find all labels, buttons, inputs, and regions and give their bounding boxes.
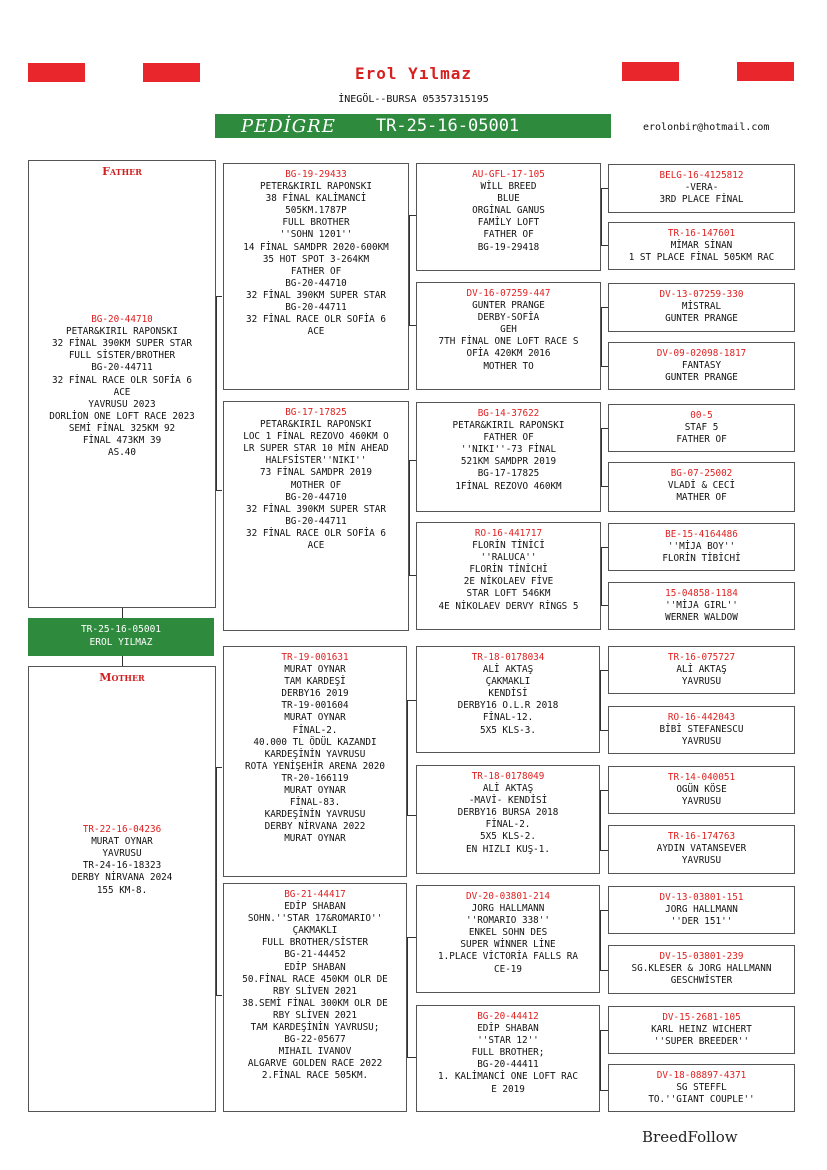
detail-line: MIHAIL IVANOV (278, 1046, 352, 1058)
detail-line: TR-24-16-18323 (82, 860, 162, 872)
grandparent-card (223, 401, 409, 631)
detail-line: 1 ST PLACE FİNAL 505KM RAC (628, 252, 775, 264)
detail-line: DORLİON ONE LOFT RACE 2023 (49, 410, 195, 422)
ancestor-card (608, 462, 795, 512)
great-grandparent-card (416, 765, 600, 874)
ancestor-card (608, 582, 795, 630)
detail-line: JORG HALLMANN (471, 903, 545, 915)
mother-ring: TR-22-16-04236 (82, 824, 162, 836)
detail-line: BG-19-29418 (477, 241, 540, 253)
breeder-name: Erol Yılmaz (355, 64, 472, 83)
great-grandparent-ring: DV-20-03801-214 (466, 891, 550, 902)
grandparent-card (223, 163, 409, 390)
detail-line: TR-19-001604 (281, 700, 349, 712)
detail-line: EDİP SHABAN (284, 901, 346, 913)
father-details (29, 326, 215, 459)
detail-line: JORG HALLMANN (665, 904, 738, 916)
great-grandparent-card (416, 646, 600, 753)
detail-line: TAM KARDEŞİ (284, 676, 346, 688)
detail-line: 73 FİNAL SAMDPR 2019 (260, 467, 372, 479)
detail-line: PETAR&KIRIL RAPONSKI (452, 420, 565, 432)
detail-line: SUPER WİNNER LİNE (460, 939, 556, 951)
connector (600, 670, 601, 730)
detail-line: AYDIN VATANSEVER (656, 843, 747, 855)
connector (601, 547, 602, 605)
connector (407, 700, 416, 701)
self-ring: TR-25-16-05001 (80, 624, 162, 635)
detail-line: PETAR&KIRIL RAPONSKI (66, 326, 178, 338)
ancestor-ring: DV-13-03801-151 (659, 892, 744, 903)
connector (600, 670, 608, 671)
detail-line: FULL BROTHER (282, 217, 350, 229)
detail-line: FATHER OF (483, 432, 534, 444)
great-grandparent-details (417, 300, 600, 373)
detail-line: 5X5 KLS-3. (480, 724, 536, 736)
detail-line: FİNAL 473KM 39 (82, 435, 162, 447)
connector (600, 970, 608, 971)
connector (601, 188, 602, 245)
grandparent-details (224, 664, 406, 845)
detail-line: VLADİ & CECİ (667, 480, 736, 492)
detail-line: AS.40 (108, 447, 136, 459)
detail-line: MURAT OYNAR (91, 836, 153, 848)
ancestor-details (609, 963, 794, 987)
ancestor-ring: TR-14-040051 (667, 772, 736, 783)
mother-details (29, 836, 215, 896)
self-card (28, 618, 214, 656)
detail-line: FANTASY (681, 360, 722, 372)
detail-line: OFİA 420KM 2016 (466, 348, 551, 360)
ancestor-card (608, 523, 795, 571)
connector (601, 428, 602, 486)
detail-line: 1FİNAL REZOVO 460KM (455, 480, 562, 492)
ancestor-ring: BG-07-25002 (670, 468, 733, 479)
ancestor-details (609, 843, 794, 867)
connector (600, 790, 608, 791)
detail-line: DERBY16 BURSA 2018 (457, 807, 559, 819)
detail-line: YAVRUSU (681, 736, 722, 748)
grandparent-ring: TR-19-001631 (281, 652, 349, 663)
connector (601, 307, 602, 366)
ancestor-ring: TR-16-174763 (667, 831, 736, 842)
detail-line: FATHER OF (483, 229, 534, 241)
detail-line: 38 FİNAL KALİMANCİ (265, 193, 367, 205)
grandparent-ring: BG-21-44417 (284, 889, 346, 900)
great-grandparent-details (417, 1023, 599, 1096)
detail-line: BG-17-17825 (477, 468, 540, 480)
detail-line: OGÜN KÖSE (676, 784, 727, 796)
ancestor-ring: 00-5 (690, 410, 713, 421)
ancestor-ring: RO-16-442043 (667, 712, 736, 723)
detail-line: SG STEFFL (676, 1082, 727, 1094)
connector (216, 490, 222, 491)
connector (409, 575, 416, 576)
detail-line: 2.FİNAL RACE 505KM. (261, 1070, 369, 1082)
detail-line: 50.FİNAL RACE 450KM OLR DE (242, 973, 388, 985)
connector (600, 1090, 608, 1091)
ancestor-details (609, 422, 794, 446)
detail-line: RBY SLİVEN 2021 (273, 985, 357, 997)
detail-line: FULL BROTHER/SİSTER (261, 937, 369, 949)
detail-line: 2E NİKOLAEV FİVE (463, 576, 554, 588)
ancestor-details (609, 600, 794, 624)
connector (600, 910, 601, 970)
father-ring: BG-20-44710 (91, 314, 153, 326)
detail-line: YAVRUSU (102, 848, 142, 860)
connector (601, 245, 608, 246)
connector (600, 790, 601, 850)
great-grandparent-ring: BG-20-44412 (477, 1011, 539, 1022)
connector (601, 605, 608, 606)
detail-line: KARDEŞİNİN YAVRUSU (264, 809, 366, 821)
detail-line: ACE (307, 326, 325, 338)
great-grandparent-card (416, 1005, 600, 1112)
connector (601, 366, 608, 367)
pedigree-label: PEDİGRE (241, 115, 336, 137)
detail-line: EDİP SHABAN (284, 961, 346, 973)
detail-line: BG-20-44710 (285, 277, 347, 289)
detail-line: ALİ AKTAŞ (482, 783, 534, 795)
detail-line: 1.PLACE VİCTORİA FALLS RA (438, 951, 578, 963)
ancestor-details (609, 480, 794, 504)
detail-line: MURAT OYNAR (284, 833, 346, 845)
detail-line: DERBY16 2019 (281, 688, 349, 700)
detail-line: FAMİLY LOFT (477, 217, 540, 229)
detail-line: KARL HEINZ WICHERT (651, 1024, 752, 1036)
footer-brand: BreedFollow (642, 1128, 738, 1146)
great-grandparent-details (417, 540, 600, 613)
detail-line: GEH (500, 324, 517, 336)
detail-line: ENKEL SOHN DES (468, 927, 548, 939)
detail-line: DERBY-SOFİA (477, 312, 540, 324)
ancestor-card (608, 886, 795, 934)
ancestor-card (608, 766, 795, 814)
great-grandparent-details (417, 783, 599, 856)
detail-line: DERBY NİRVANA 2024 (71, 872, 173, 884)
connector (216, 296, 217, 490)
ancestor-ring: TR-16-147601 (667, 228, 736, 239)
grandparent-card (223, 883, 407, 1112)
detail-line: FLORİN TİBİCHİ (662, 553, 741, 565)
ancestor-card (608, 646, 795, 694)
great-grandparent-details (417, 903, 599, 976)
detail-line: BİBİ STEFANESCU (659, 724, 744, 736)
connector (600, 910, 608, 911)
ancestor-card (608, 945, 795, 994)
grandparent-details (224, 181, 408, 338)
ancestor-card (608, 404, 795, 452)
great-grandparent-details (417, 420, 600, 493)
connector (601, 486, 608, 487)
connector (407, 937, 416, 938)
connector (122, 656, 123, 666)
connector (216, 995, 222, 996)
detail-line: GUNTER PRANGE (472, 300, 545, 312)
detail-line: ALİ AKTAŞ (482, 664, 534, 676)
ancestor-details (609, 904, 794, 928)
detail-line: GESCHWİSTER (670, 975, 733, 987)
great-grandparent-ring: RO-16-441717 (474, 528, 543, 539)
detail-line: BG-20-44711 (285, 515, 347, 527)
mother-heading: Mother (99, 671, 145, 684)
ancestor-ring: 15-04858-1184 (665, 588, 738, 599)
detail-line: TAM KARDEŞİNİN YAVRUSU; (250, 1022, 380, 1034)
detail-line: FLORİN TİNİCİ (472, 540, 545, 552)
detail-line: MURAT OYNAR (284, 712, 346, 724)
detail-line: ''RALUCA'' (480, 552, 537, 564)
detail-line: ''MİJA GIRL'' (665, 600, 738, 612)
detail-line: 155 KM-8. (96, 884, 148, 896)
detail-line: MİMAR SİNAN (670, 240, 733, 252)
detail-line: STAR LOFT 546KM (466, 588, 551, 600)
ancestor-details (609, 724, 794, 748)
detail-line: BLUE (497, 193, 520, 205)
detail-line: YAVRUSU (681, 855, 722, 867)
detail-line: STAF 5 (684, 422, 719, 434)
detail-line: -MAVİ- KENDİSİ (468, 795, 548, 807)
ancestor-card (608, 164, 795, 213)
great-grandparent-card (416, 163, 601, 271)
connector (409, 460, 410, 575)
detail-line: BG-20-44711 (91, 362, 153, 374)
detail-line: 32 FİNAL RACE OLR SOFİA 6 (52, 374, 192, 386)
detail-line: ALGARVE GOLDEN RACE 2022 (247, 1058, 383, 1070)
breeder-email: erolonbir@hotmail.com (643, 122, 770, 133)
detail-line: ''SOHN 1201'' (279, 229, 353, 241)
detail-line: SEMİ FİNAL 325KM 92 (68, 422, 176, 434)
connector (407, 937, 408, 1057)
detail-line: EDİP SHABAN (477, 1023, 539, 1035)
grandparent-ring: BG-19-29433 (285, 169, 347, 180)
ancestor-ring: DV-18-08897-4371 (656, 1070, 747, 1081)
ancestor-details (609, 301, 794, 325)
detail-line: MOTHER TO (483, 360, 534, 372)
father-heading: Father (102, 165, 142, 178)
detail-line: PETAR&KIRIL RAPONSKI (260, 419, 372, 431)
ancestor-card (608, 825, 795, 874)
detail-line: DERBY NİRVANA 2022 (264, 821, 366, 833)
detail-line: 3RD PLACE FİNAL (659, 194, 744, 206)
grandparent-details (224, 419, 408, 552)
detail-line: LR SUPER STAR 10 MİN AHEAD (243, 443, 389, 455)
detail-line: 32 FİNAL 390KM SUPER STAR (246, 289, 386, 301)
connector (409, 460, 416, 461)
detail-line: 40.000 TL ÖDÜL KAZANDI (253, 736, 377, 748)
great-grandparent-ring: DV-16-07259-447 (466, 288, 551, 299)
detail-line: YAVRUSU (681, 676, 722, 688)
detail-line: FİNAL-2. (485, 819, 531, 831)
ancestor-details (609, 541, 794, 565)
detail-line: ALİ AKTAŞ (676, 664, 727, 676)
great-grandparent-card (416, 522, 601, 630)
grandparent-card (223, 646, 407, 877)
detail-line: BG-21-44452 (284, 949, 346, 961)
detail-line: TR-20-166119 (281, 772, 349, 784)
detail-line: LOC 1 FİNAL REZOVO 460KM O (243, 431, 389, 443)
ancestor-details (609, 664, 794, 688)
detail-line: ORGİNAL GANUS (472, 205, 545, 217)
ancestor-ring: DV-13-07259-330 (659, 289, 744, 300)
detail-line: ÇAKMAKLI (292, 925, 338, 937)
connector (407, 700, 408, 815)
detail-line: KENDİSİ (488, 688, 528, 700)
detail-line: MURAT OYNAR (284, 785, 346, 797)
ancestor-details (609, 240, 794, 264)
detail-line: ''ROMARIO 338'' (466, 915, 550, 927)
great-grandparent-ring: TR-18-0178049 (471, 771, 545, 782)
detail-line: SOHN.''STAR 17&ROMARIO'' (247, 913, 383, 925)
ancestor-ring: TR-16-075727 (667, 652, 736, 663)
connector (600, 1030, 608, 1031)
ancestor-ring: BELG-16-4125812 (659, 170, 744, 181)
connector (409, 325, 416, 326)
connector (122, 608, 123, 618)
detail-line: 32 FİNAL RACE OLR SOFİA 6 (246, 314, 386, 326)
connector (601, 188, 608, 189)
detail-line: WİLL BREED (480, 181, 537, 193)
detail-line: FLORİN TİNİCHİ (469, 564, 548, 576)
great-grandparent-ring: BG-14-37622 (477, 408, 540, 419)
connector (601, 428, 608, 429)
connector (600, 730, 608, 731)
detail-line: ''NIKI''-73 FİNAL (460, 444, 557, 456)
detail-line: 32 FİNAL RACE OLR SOFİA 6 (246, 527, 386, 539)
detail-line: MURAT OYNAR (284, 664, 346, 676)
detail-line: EN HIZLI KUŞ-1. (466, 843, 550, 855)
connector (601, 547, 608, 548)
detail-line: SG.KLESER & JORG HALLMANN (631, 963, 772, 975)
detail-line: 14 FİNAL SAMDPR 2020-600KM (243, 241, 389, 253)
detail-line: MATHER OF (676, 492, 727, 504)
detail-line: 32 FİNAL 390KM SUPER STAR (52, 338, 192, 350)
pedigree-bar (215, 114, 611, 138)
detail-line: YAVRUSU (681, 796, 722, 808)
detail-line: ACE (113, 386, 131, 398)
detail-line: FİNAL-83. (289, 797, 341, 809)
great-grandparent-ring: TR-18-0178034 (471, 652, 545, 663)
detail-line: TO.''GIANT COUPLE'' (648, 1094, 755, 1106)
detail-line: 4E NİKOLAEV DERVY RİNGS 5 (438, 600, 579, 612)
great-grandparent-details (417, 181, 600, 254)
detail-line: 35 HOT SPOT 3-264KM (262, 253, 370, 265)
detail-line: 7TH FİNAL ONE LOFT RACE S (438, 336, 579, 348)
grandparent-ring: BG-17-17825 (285, 407, 347, 418)
father-card (28, 160, 216, 608)
ancestor-details (609, 360, 794, 384)
ancestor-ring: BE-15-4164486 (665, 529, 738, 540)
detail-line: ''STAR 12'' (477, 1035, 539, 1047)
detail-line: 38.SEMİ FİNAL 300KM OLR DE (242, 997, 388, 1009)
ancestor-details (609, 1024, 794, 1048)
detail-line: PETER&KIRIL RAPONSKI (260, 181, 372, 193)
connector (600, 850, 608, 851)
detail-line: FİNAL-12. (482, 712, 534, 724)
detail-line: FİNAL-2. (292, 724, 338, 736)
detail-line: CE-19 (494, 963, 522, 975)
detail-line: -VERA- (684, 182, 719, 194)
detail-line: 521KM SAMDPR 2019 (460, 456, 557, 468)
detail-line: BG-20-44411 (477, 1059, 539, 1071)
detail-line: HALFSİSTER''NIKI'' (265, 455, 367, 467)
great-grandparent-ring: AU-GFL-17-105 (472, 169, 545, 180)
great-grandparent-card (416, 282, 601, 390)
ancestor-ring: DV-15-2681-105 (662, 1012, 741, 1023)
detail-line: BG-20-44710 (285, 491, 347, 503)
ancestor-card (608, 706, 795, 754)
grandparent-details (224, 901, 406, 1082)
mother-card (28, 666, 216, 1112)
connector (601, 307, 608, 308)
ancestor-ring: DV-15-03801-239 (659, 951, 744, 962)
detail-line: MOTHER OF (290, 479, 342, 491)
detail-line: BG-22-05677 (284, 1034, 346, 1046)
ancestor-card (608, 1006, 795, 1054)
detail-line: GUNTER PRANGE (665, 313, 738, 325)
great-grandparent-card (416, 402, 601, 512)
connector (409, 215, 416, 216)
detail-line: BG-20-44711 (285, 302, 347, 314)
detail-line: 5X5 KLS-2. (480, 831, 536, 843)
ancestor-card (608, 222, 795, 270)
great-grandparent-card (416, 885, 600, 993)
detail-line: ÇAKMAKLI (485, 676, 531, 688)
detail-line: ROTA YENİŞEHİR ARENA 2020 (245, 760, 385, 772)
detail-line: ACE (307, 540, 325, 552)
ancestor-card (608, 283, 795, 332)
detail-line: MİSTRAL (681, 301, 722, 313)
great-grandparent-details (417, 664, 599, 737)
ancestor-details (609, 784, 794, 808)
connector (216, 767, 217, 995)
detail-line: ''DER 151'' (670, 916, 733, 928)
detail-line: FULL BROTHER; (471, 1047, 545, 1059)
detail-line: FULL SİSTER/BROTHER (68, 350, 176, 362)
ancestor-card (608, 342, 795, 390)
detail-line: YAVRUSU 2023 (88, 398, 156, 410)
detail-line: GUNTER PRANGE (665, 372, 738, 384)
connector (409, 215, 410, 325)
ancestor-ring: DV-09-02098-1817 (656, 348, 747, 359)
pedigree-ring: TR-25-16-05001 (375, 116, 520, 136)
connector (407, 1057, 416, 1058)
detail-line: 505KM.1787P (285, 205, 347, 217)
detail-line: 32 FİNAL 390KM SUPER STAR (246, 503, 386, 515)
ancestor-details (609, 182, 794, 206)
connector (600, 1030, 601, 1090)
detail-line: RBY SLİVEN 2021 (273, 1009, 357, 1021)
detail-line: FATHER OF (676, 434, 727, 446)
detail-line: ''MİJA BOY'' (667, 541, 736, 553)
detail-line: FATHER OF (290, 265, 342, 277)
connector (407, 815, 416, 816)
breeder-location: İNEGÖL--BURSA 05357315195 (338, 94, 489, 105)
detail-line: WERNER WALDOW (665, 612, 738, 624)
self-owner: EROL YILMAZ (89, 637, 153, 648)
detail-line: ''SUPER BREEDER'' (653, 1036, 750, 1048)
detail-line: E 2019 (491, 1083, 525, 1095)
detail-line: DERBY16 O.L.R 2018 (457, 700, 559, 712)
detail-line: KARDEŞİNİN YAVRUSU (264, 748, 366, 760)
ancestor-card (608, 1064, 795, 1112)
ancestor-details (609, 1082, 794, 1106)
detail-line: 1. KALİMANCİ ONE LOFT RAC (438, 1071, 578, 1083)
